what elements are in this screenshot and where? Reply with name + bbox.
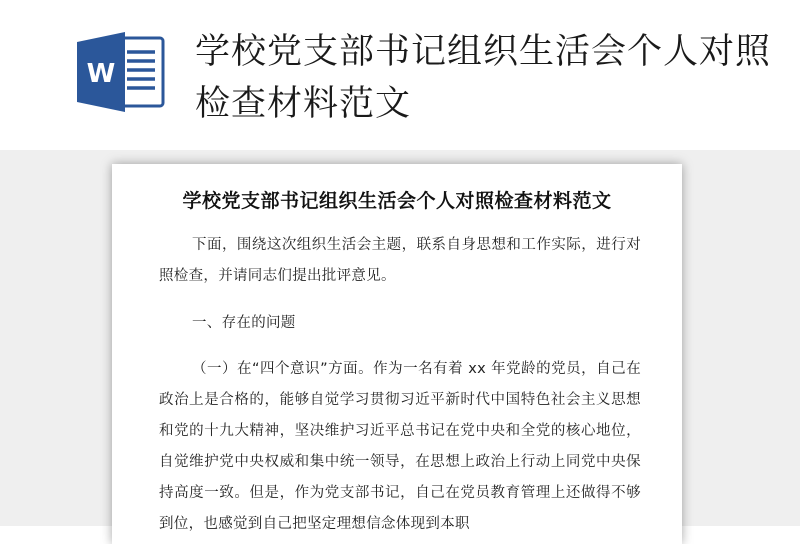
header-banner	[0, 0, 800, 150]
section-heading: 一、存在的问题	[192, 315, 296, 331]
paragraph-body: （一）在“四个意识”方面。作为一名有着 xx 年党龄的党员，自己在政治上是合格的，能够自觉学习贯彻习近平新时代中国特色社会主义思想和党的十九大精神，坚决维护习近平总书记在党中央和全党的核心地位，自觉维护党中央权威和集中统一领导，在思想上政治上行动上同党中央保持高度一致。但是，作为党支部书记，自己在党员教育管理上还做得不够到位，也感觉到自己把坚定理想信念体现到本职	[159, 361, 641, 532]
document-title: 学校党支部书记组织生活会个人对照检查材料范文	[182, 190, 612, 212]
word-icon-letter: W	[86, 59, 116, 89]
page-title: 学校党支部书记组织生活会个人对照检查材料范文	[195, 32, 772, 124]
word-document-icon	[75, 30, 165, 114]
paragraph-intro: 下面，围绕这次组织生活会主题，联系自身思想和工作实际，进行对照检查，并请同志们提出批评意见。	[159, 237, 641, 284]
document-page	[112, 164, 682, 544]
